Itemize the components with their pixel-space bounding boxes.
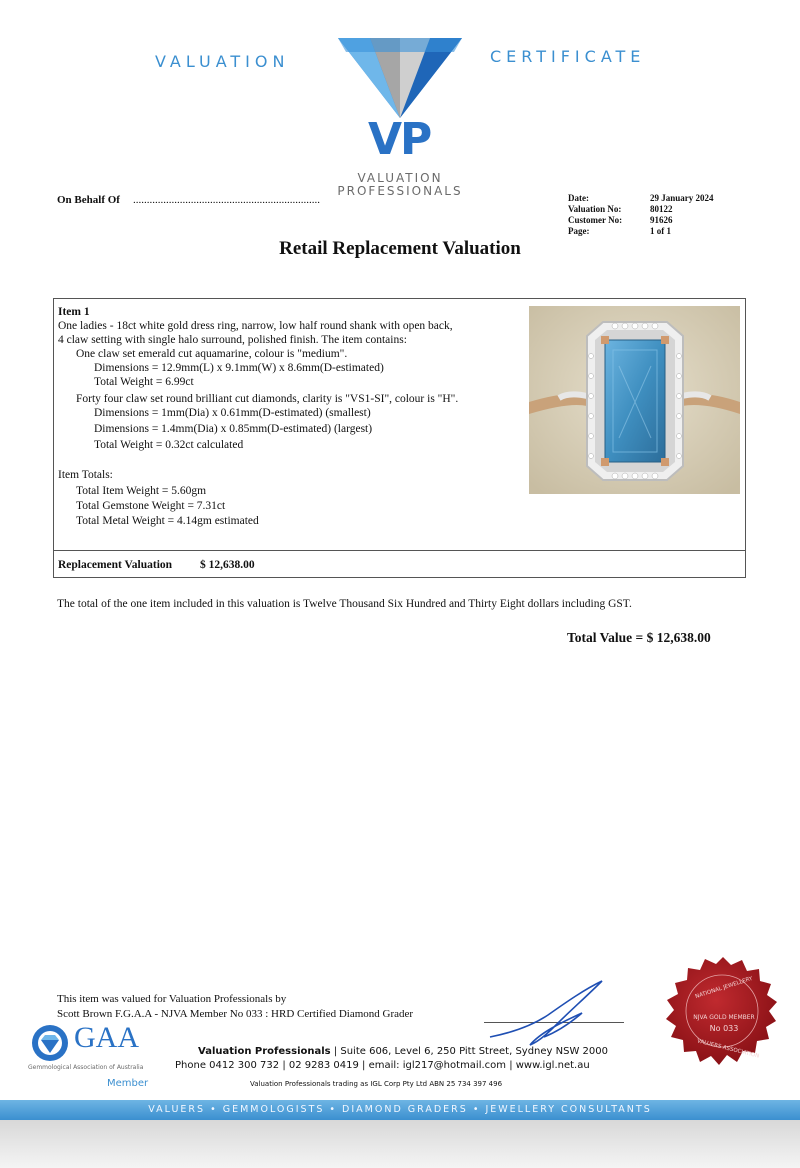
- meta-row-date: Date: 29 January 2024: [568, 193, 714, 203]
- item-line: One ladies - 18ct white gold dress ring, narrow, low half round shank with open back,: [58, 320, 453, 332]
- company-name: Valuation Professionals: [198, 1046, 331, 1057]
- seal-top-text: NATIONAL JEWELLERY: [694, 975, 754, 1001]
- item-line: Total Weight = 0.32ct calculated: [94, 439, 244, 451]
- header-certificate-word: CERTIFICATE: [490, 47, 646, 66]
- ring-photo-image: [529, 306, 740, 494]
- meta-row-customer-no: Customer No: 91626: [568, 215, 673, 225]
- item-totals-heading: Item Totals:: [58, 469, 113, 481]
- item-total-line: Total Gemstone Weight = 7.31ct: [76, 500, 226, 512]
- footer-band: VALUERS • GEMMOLOGISTS • DIAMOND GRADERS • JEWELLERY CONSULTANTS: [0, 1100, 800, 1120]
- meta-row-page: Page: 1 of 1: [568, 226, 671, 236]
- item-heading: Item 1: [58, 306, 90, 318]
- item-line: Dimensions = 1.4mm(Dia) x 0.85mm(D-estimated) (largest): [94, 423, 373, 435]
- scan-edge: [0, 1120, 800, 1168]
- seal-middle-1: NJVA GOLD MEMBER: [693, 1014, 755, 1021]
- vp-logo-letters: VP: [368, 114, 431, 165]
- contact-line-3: Valuation Professionals trading as IGL Corp Pty Ltd ABN 25 734 397 496: [250, 1080, 503, 1088]
- on-behalf-dots: ....................................................................: [133, 194, 320, 206]
- item-total-line: Total Item Weight = 5.60gm: [76, 485, 207, 497]
- gaa-emblem-icon: [30, 1023, 70, 1063]
- logo-sub-professionals: PROFESSIONALS: [337, 184, 463, 198]
- ring-photo: [529, 306, 740, 494]
- item-box: [53, 298, 746, 578]
- valuer-line-1: This item was valued for Valuation Professionals by: [57, 993, 287, 1005]
- replacement-label: Replacement Valuation: [58, 559, 173, 571]
- gaa-letters: GAA: [74, 1021, 139, 1054]
- gaa-caption: Gemmological Association of Australia: [28, 1064, 144, 1071]
- company-address: | Suite 606, Level 6, 250 Pitt Street, Sydney NSW 2000: [330, 1046, 608, 1057]
- item-total-line: Total Metal Weight = 4.14gm estimated: [76, 515, 259, 527]
- replacement-divider: [54, 550, 745, 551]
- item-line: Dimensions = 1mm(Dia) x 0.61mm(D-estimated) (smallest): [94, 407, 371, 419]
- signature: [470, 975, 615, 1050]
- diamond-logo-icon: [330, 30, 470, 122]
- replacement-value: $ 12,638.00: [200, 559, 255, 571]
- item-line: Forty four claw set round brilliant cut diamonds, clarity is "VS1-SI", colour is "H".: [76, 393, 459, 405]
- contact-line-1: [198, 1046, 608, 1057]
- item-line: One claw set emerald cut aquamarine, colour is "medium".: [76, 348, 348, 360]
- header-valuation-word: VALUATION: [155, 52, 290, 71]
- valuer-line-2: Scott Brown F.G.A.A - NJVA Member No 033 : HRD Certified Diamond Grader: [57, 1008, 414, 1020]
- item-line: Dimensions = 12.9mm(L) x 9.1mm(W) x 8.6mm(D-estimated): [94, 362, 384, 374]
- gaa-member: Member: [107, 1078, 149, 1089]
- summary-text: The total of the one item included in this valuation is Twelve Thousand Six Hundred and Thirty Eight dollars including GST.: [57, 598, 632, 610]
- logo-sub-valuation: VALUATION: [357, 171, 443, 185]
- item-line: 4 claw setting with single halo surround, polished finish. The item contains:: [58, 334, 407, 346]
- document-title: Retail Replacement Valuation: [279, 238, 521, 259]
- total-value: Total Value = $ 12,638.00: [567, 630, 711, 645]
- on-behalf-label: On Behalf Of: [57, 194, 120, 206]
- meta-block: [568, 193, 714, 237]
- seal-middle-2: No 033: [709, 1024, 739, 1033]
- item-line: Total Weight = 6.99ct: [94, 376, 194, 388]
- meta-row-valuation-no: Valuation No: 80122: [568, 204, 673, 214]
- seal-bottom-text: VALUERS ASSOCIATION: [696, 1038, 760, 1060]
- contact-line-2: Phone 0412 300 732 | 02 9283 0419 | email: igl217@hotmail.com | www.igl.net.au: [175, 1060, 590, 1071]
